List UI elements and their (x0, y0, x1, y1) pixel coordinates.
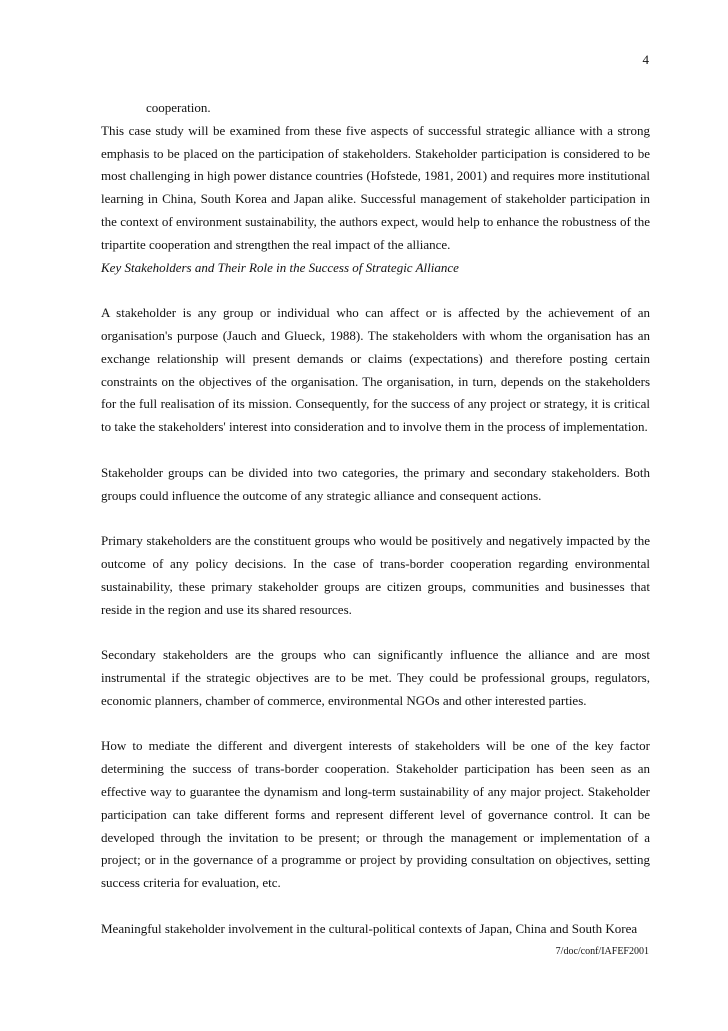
page-number: 4 (642, 52, 649, 67)
paragraph-meaningful-involvement: Meaningful stakeholder involvement in the cultural-political contexts of Japan, China and South Korea (101, 920, 638, 936)
paragraph-stakeholder-definition: A stakeholder is any group or individual who can affect or is affected by the achievement of an organisation's purpose (Jauch and Glueck, 1988). The stakeholders with whom the organisation has an exchange relationship will present demands or claims (expectations) and therefore posting certain constraints on the objectives of the organisation. The organisation, in turn, depends on the stakeholders for the full realisation of its mission. Consequently, for the success of any project or strategy, it is critical to take the stakeholders' interest into consideration and to involve them in the process of implementation. (101, 305, 650, 435)
footer-reference: 7/doc/conf/IAFEF2001 (555, 946, 649, 957)
paragraph-stakeholder-participation: How to mediate the different and divergent interests of stakeholders will be one of the key factor determining the success of trans-border cooperation. Stakeholder participation has been seen as an effective way to guarantee the dynamism and long-term sustainability of any major project. Stakeholder participation can take different forms and represent different level of governance control. It can be developed through the invitation to be present; or through the management or implementation of a project; or in the governance of a programme or project by providing consultation on objectives, setting success criteria for evaluation, etc. (101, 738, 650, 891)
paragraph-continuation: cooperation. (146, 100, 211, 115)
document-body (101, 97, 650, 940)
paragraph-primary-stakeholders: Primary stakeholders are the constituent groups who would be positively and negatively impacted by the outcome of any policy decisions. In the case of trans-border cooperation regarding environmental sustainability, these primary stakeholder groups are citizen groups, communities and businesses that reside in the region and use its shared resources. (101, 533, 650, 617)
paragraph-stakeholder-groups: Stakeholder groups can be divided into two categories, the primary and secondary stakeholders. Both groups could influence the outcome of any strategic alliance and consequent actions. (101, 464, 650, 503)
paragraph-secondary-stakeholders: Secondary stakeholders are the groups who can significantly influence the alliance and are most instrumental if the strategic objectives are to be met. They could be professional groups, regulators, economic planners, chamber of commerce, environmental NGOs and other interested parties. (101, 647, 650, 708)
section-heading: Key Stakeholders and Their Role in the Success of Strategic Alliance (101, 259, 459, 275)
paragraph-case-study: This case study will be examined from these five aspects of successful strategic alliance with a strong emphasis to be placed on the participation of stakeholders. Stakeholder participation is considered to be most challenging in high power distance countries (Hofstede, 1981, 2001) and requires more institutional learning in China, South Korea and Japan alike. Successful management of stakeholder participation in the context of environment sustainability, the authors expect, would help to enhance the robustness of the tripartite cooperation and strengthen the real impact of the alliance. (101, 122, 650, 252)
